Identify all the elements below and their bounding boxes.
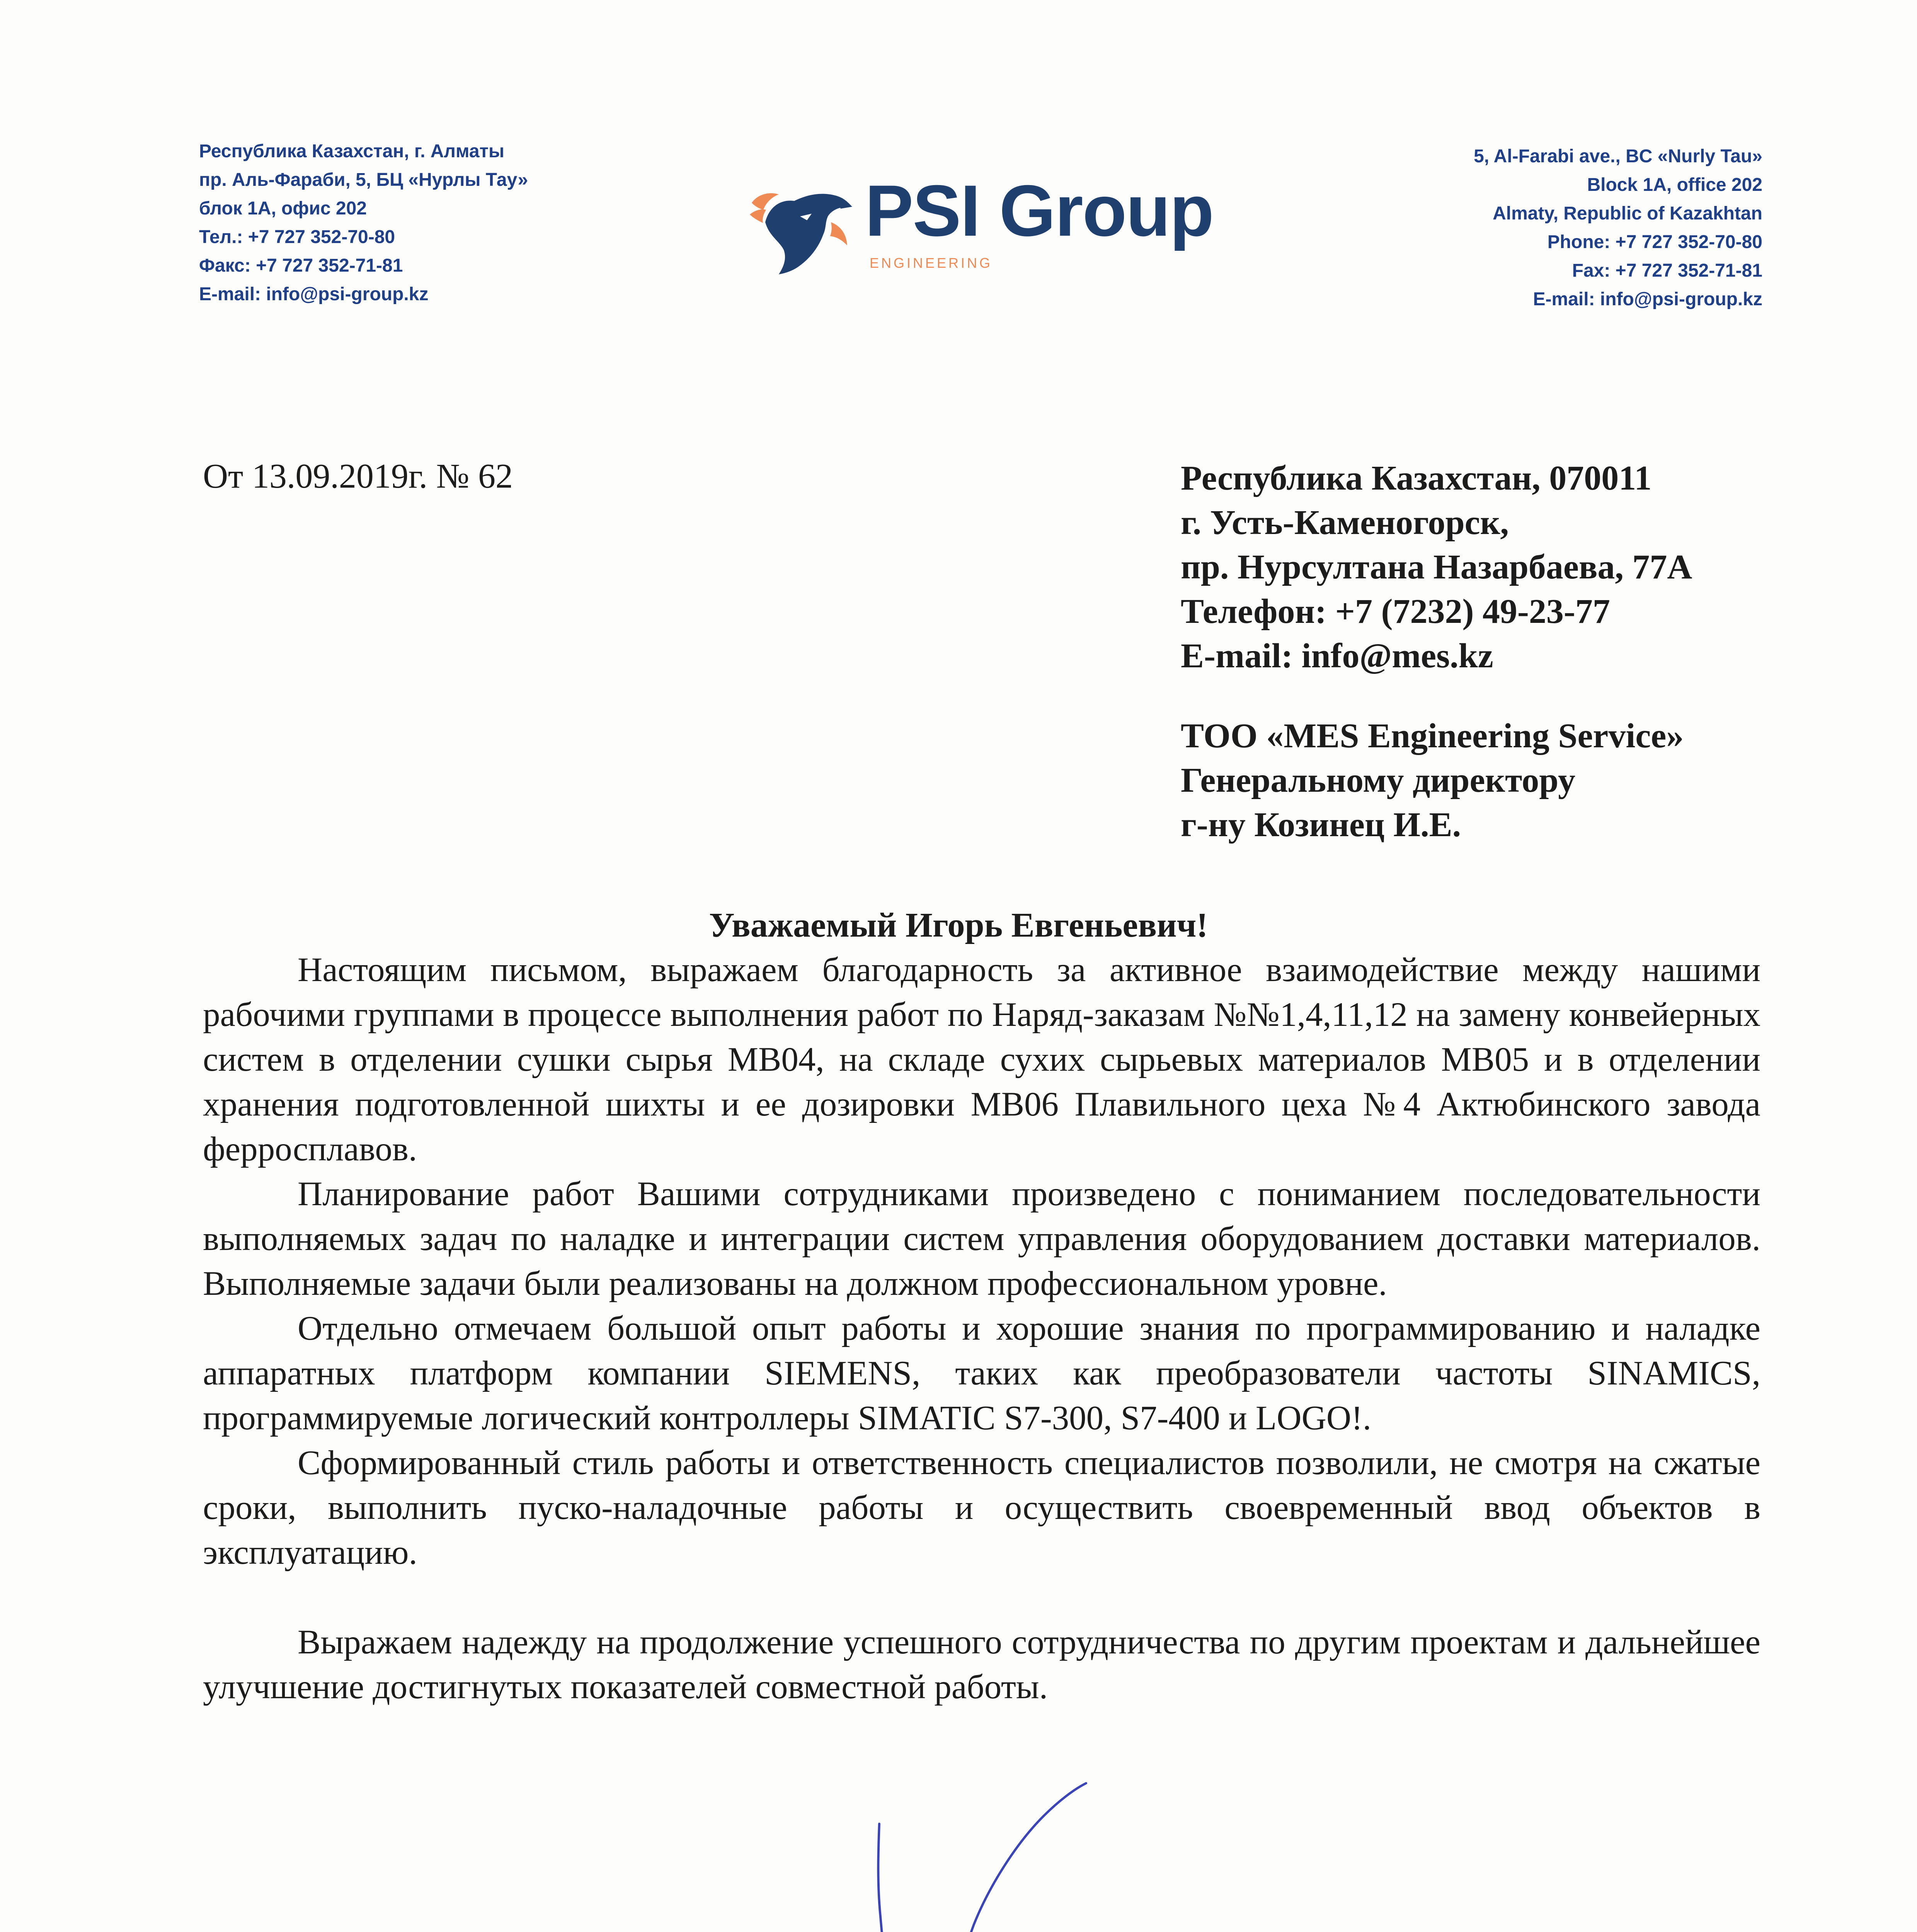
logo-wordmark: PSI Group — [865, 170, 1214, 251]
letterhead-line: Республика Казахстан, г. Алматы — [199, 141, 505, 162]
body-paragraph: Настоящим письмом, выражаем благодарность за активное взаимодействие между нашими рабочими группами в процессе выполнения работ по Наряд-заказам №№1,4,11,12 на замену конвейерных систем в отделении сушки сырья MB04, на складе сухих сырьевых материалов MB05 и в отделении хранения подготовленной шихты и ее дозировки MB06 Плавильного цеха №4 Актюбинского завода ферросплавов. — [203, 951, 1760, 1168]
recipient-org-line: ТОО «MES Engineering Service» — [1181, 717, 1684, 755]
logo-subtitle: ENGINEERING — [870, 255, 993, 271]
recipient-org-line: Генеральному директору — [1181, 761, 1576, 799]
letterhead-line: Block 1A, office 202 — [1587, 175, 1762, 195]
letter-body — [203, 947, 1760, 1709]
recipient-address-line: E-mail: info@mes.kz — [1181, 637, 1493, 675]
letterhead-line: Fax: +7 727 352-71-81 — [1572, 260, 1762, 281]
letterhead-contacts-ru — [199, 137, 663, 309]
letterhead-contacts-en — [1260, 142, 1762, 314]
letterhead-line: Тел.: +7 727 352-70-80 — [199, 227, 395, 247]
recipient-address-line: Республика Казахстан, 070011 — [1181, 459, 1652, 497]
recipient-address-line: Телефон: +7 (7232) 49-23-77 — [1181, 592, 1610, 631]
eagle-head-icon — [742, 164, 858, 280]
recipient-spacer — [1181, 678, 1838, 714]
recipient-org-line: г-ну Козинец И.Е. — [1181, 806, 1461, 844]
letterhead-line: E-mail: info@psi-group.kz — [1533, 289, 1762, 310]
recipient-block — [1181, 456, 1838, 847]
body-paragraph: Сформированный стиль работы и ответственность специалистов позволили, не смотря на сжатые сроки, выполнить пуско-наладочные работы и осуществить своевременный ввод объектов в эксплуатацию. — [203, 1444, 1760, 1571]
body-paragraph: Отдельно отмечаем большой опыт работы и хорошие знания по программированию и наладке аппаратных платформ компании SIEMENS, таких как преобразователи частоты SINAMICS, программируемые логический контроллеры SIMATIC S7-300, S7-400 и LOGO!. — [203, 1310, 1760, 1437]
letterhead-line: пр. Аль-Фараби, 5, БЦ «Нурлы Тау» — [199, 170, 528, 190]
company-logo — [742, 164, 1237, 284]
letterhead-line: Факс: +7 727 352-71-81 — [199, 255, 403, 276]
letterhead-line: Almaty, Republic of Kazakhtan — [1493, 203, 1762, 224]
letterhead-line: 5, Al-Farabi ave., BC «Nurly Tau» — [1474, 146, 1762, 167]
body-paragraph: Выражаем надежду на продолжение успешного сотрудничества по другим проектам и дальнейшее улучшение достигнутых показателей совместной работы. — [203, 1623, 1760, 1706]
salutation: Уважаемый Игорь Евгеньевич! — [709, 906, 1208, 944]
document-date-number: От 13.09.2019г. № 62 — [203, 457, 513, 495]
recipient-address-line: пр. Нурсултана Назарбаева, 77А — [1181, 548, 1692, 586]
body-paragraph: Планирование работ Вашими сотрудниками произведено с пониманием последовательности выполняемых задач по наладке и интеграции систем управления оборудованием доставки материалов. Выполняемые задачи были реализованы на должном профессиональном уровне. — [203, 1175, 1760, 1303]
letterhead-line: блок 1А, офис 202 — [199, 198, 367, 219]
letterhead-line: Phone: +7 727 352-70-80 — [1547, 232, 1762, 252]
recipient-address-line: г. Усть-Каменогорск, — [1181, 503, 1509, 542]
handwritten-signature — [843, 1762, 1113, 1932]
letterhead-line: E-mail: info@psi-group.kz — [199, 284, 429, 304]
